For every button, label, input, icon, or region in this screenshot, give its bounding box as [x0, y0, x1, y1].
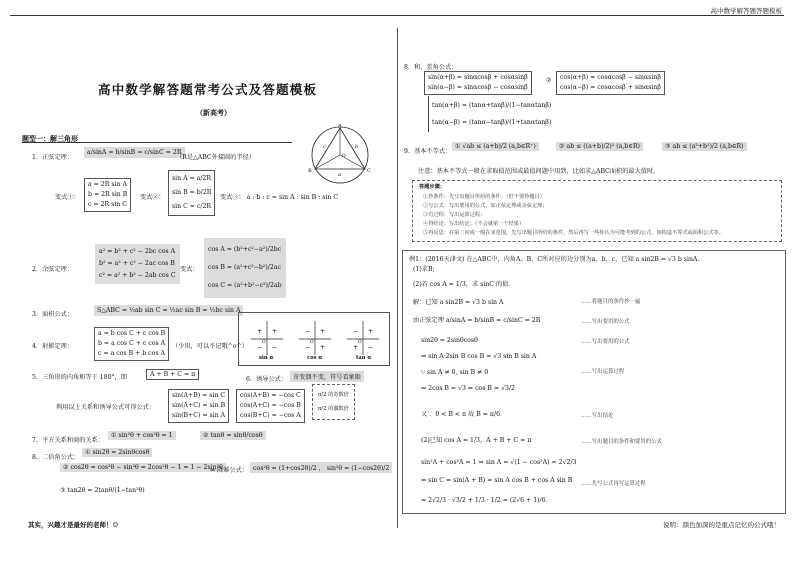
sum-diff-cos-label: ②	[546, 77, 552, 84]
solution-line-7: 又∵ 0 < B < π 故 B = π/6．	[421, 411, 507, 418]
comment-1: ……将题目的条件抄一遍	[581, 299, 641, 305]
header-rule	[10, 15, 784, 16]
svg-text:+: +	[257, 328, 263, 335]
solution-line-8: (2)已知 cos A = 1/3，A + B + C = π	[421, 437, 532, 444]
page-title: 高中数学解答题常考公式及答题模板	[98, 82, 318, 97]
solution-line-6: ⇒ 2cos B = √3 ⇒ cos B = √3/2	[421, 385, 515, 392]
solution-line-5: ∵ sin A ≠ 0, sin B ≠ 0	[421, 369, 489, 376]
example-q2: (2)若 cos A = 1/3，求 sinC 的值．	[413, 281, 515, 288]
svg-text:−: −	[257, 344, 263, 351]
svg-text:C: C	[367, 168, 371, 174]
inequality-2: ② ab ≤ ((a+b)/2)² (a,b∈R)	[556, 142, 643, 151]
steps-title: 答题步骤：	[419, 184, 445, 190]
svg-text:−: −	[368, 344, 374, 351]
quadrant-cos-label: cos α	[307, 355, 323, 361]
inequality-3: ③ ab ≤ (a²+b²)/2 (a,b∈R)	[662, 142, 747, 151]
svg-text:−: −	[305, 344, 311, 351]
svg-text:O: O	[262, 340, 266, 345]
sine-law-label: 1．正弦定理：	[32, 154, 74, 161]
solution-line-2: 由正弦定理 a/sinA = b/sinB = c/sinC = 2R	[413, 317, 541, 324]
cosine-variant: cos A = (b²+c²−a²)/2bc cos B = (a²+c²−b²)/2ac cos C = (a²+b²−c²)/2ab	[204, 238, 286, 298]
svg-text:+: +	[320, 328, 326, 335]
power-reduction-label: ⇒ 降幂公式：	[210, 467, 249, 474]
double-angle-tan: ③ tan2θ = 2tanθ/(1−tan²θ)	[60, 487, 145, 494]
section-rule	[22, 142, 292, 143]
quotient-identity: ② tanθ = sinθ/cosθ	[200, 431, 266, 440]
angle-sum-box: A + B + C = π	[146, 369, 199, 380]
pythagorean-identity: ① sin²θ + cos²θ = 1	[108, 431, 176, 440]
comment-3: ……写出要用的公式	[581, 339, 630, 345]
comment-6: ……写出题目的条件和要用的公式	[581, 439, 662, 445]
svg-text:+: +	[272, 328, 278, 335]
example-box	[402, 250, 786, 514]
comment-5: ……写出结论	[581, 413, 614, 419]
footer-left: 其实，兴趣才是最好的老师！☺	[28, 521, 119, 529]
cosine-law-label: 2．余弦定理：	[32, 266, 74, 273]
sine-variant-2-label: 变式②：	[140, 194, 165, 201]
svg-text:A: A	[338, 124, 342, 129]
area-formula: S△ABC = ½ab sin C = ½ac sin B = ½bc sin A	[94, 305, 243, 316]
sine-variant-2: sin A = a/2R sin B = b/2R sin C = c/2R	[168, 170, 215, 216]
angle-sum-text: 5．三角形的内角和等于 180°，即	[32, 374, 128, 381]
quadrant-sin-label: sin α	[259, 355, 274, 361]
quadrant-tan-label: tan α	[356, 355, 372, 361]
comment-2: ……写出要用的公式	[581, 319, 630, 325]
circumcircle-diagram	[305, 124, 375, 186]
svg-text:+: +	[368, 328, 374, 335]
induction-sin-formulas: sin(A+B) = sin C sin(A+C) = sin B sin(B+C) = sin A	[168, 389, 229, 423]
induction-use-text: 利用以上关系和诱导公式可得公式：	[56, 404, 155, 411]
projection-note: （少用，可以不记哦^o^）	[172, 343, 248, 350]
induction-label: 6．诱导公式：	[246, 376, 288, 383]
svg-text:B: B	[308, 168, 312, 174]
induction-cos-formulas: cos(A+B) = −cos C cos(A+C) = −cos B cos(B+C) = −cos A	[236, 389, 305, 423]
sum-diff-sin: sin(α+β) = sinαcosβ + cosαsinβ sin(α−β) = sinαcosβ − cosαsinβ	[424, 71, 532, 95]
inequality-note: 注意：基本不等式一般在求取值范围或最值问题中用到，比如求△ABC面积的最大值时。	[418, 168, 660, 175]
identity-label: 7．平方关系和商的关系：	[32, 437, 104, 444]
svg-text:−: −	[305, 328, 311, 335]
sine-law-formula: a/sinA = b/sinB = c/sinC = 2R	[84, 147, 185, 158]
svg-text:c: c	[323, 144, 326, 150]
solution-line-11: = 2√2/3 · √3/2 + 1/3 · 1/2 = (2√6 + 1)/6．	[421, 497, 552, 504]
sum-diff-cos: cos(α+β) = cosαcosβ − sinαsinβ cos(α−β) = cosαcosβ + sinαsinβ	[556, 71, 665, 95]
solution-line-3: sin2θ = 2sinθcosθ	[421, 337, 478, 344]
svg-text:+: +	[320, 344, 326, 351]
area-label: 3．面积公式：	[32, 311, 74, 318]
inequality-label: 9．基本不等式：	[404, 148, 452, 155]
solution-line-9: sin²A + cos²A = 1 ⇒ sin A = √(1 − cos²A) = 2√2/3	[421, 459, 577, 466]
solution-line-10: ⇒ sin C = sin(A + B) = sin A cos B + cos A sin B	[421, 477, 573, 484]
cosine-variant-label: 变式：	[180, 266, 199, 273]
solution-line-1: 解：已知 a sin2B = √3 b sin A	[413, 299, 504, 306]
footer-right: 说明：颜色加深的是重点记忆的公式哦！	[663, 521, 780, 529]
sine-variant-1: a = 2R sin A b = 2R sin B c = 2R sin C	[84, 178, 131, 212]
step-2: ②写公式：写出要用的公式，如正弦定理或余弦定理；	[423, 203, 548, 209]
induction-rule: 奇变偶不变，符号看象限	[290, 371, 364, 382]
svg-text:a: a	[338, 172, 341, 178]
sum-diff-label: 8．和、差角公式：	[404, 64, 458, 71]
solution-line-4: ⇒ sin A·2sin B cos B = √3 sin B sin A	[421, 353, 537, 360]
svg-text:O: O	[310, 340, 314, 345]
svg-text:+: +	[353, 344, 359, 351]
header-title: 高中数学解答题答题模板	[710, 7, 782, 15]
quadrant-sign-diagram	[238, 312, 390, 366]
projection-formula: a = b cos C + c cos B b = a cos C + c cos A c = a cos B + b cos A	[94, 327, 169, 361]
step-1: ①抄条件：先写出题目所给的条件；（但不要抄题目）	[423, 194, 545, 200]
sine-variant-3: 变式③： a : b : c = sin A : sin B : sin C	[220, 194, 339, 201]
svg-text:b: b	[355, 144, 359, 150]
example-q1: (1)求B;	[413, 266, 435, 273]
sine-variant-1-label: 变式①：	[55, 194, 80, 201]
step-3: ③有过程：写出运算过程；	[423, 212, 486, 218]
double-angle-sin: ① sin2θ = 2sinθcosθ	[82, 448, 152, 457]
answer-steps-box	[412, 180, 782, 242]
page-subtitle: （新高考）	[196, 108, 231, 117]
step-5: ⑤再反思：在第二问或一般在求范围，先写出题目所给的条件，然后再写一些你认为可能考到的公式，如构造不等式或面积公式等。	[423, 230, 724, 236]
cosine-law-formula: a² = b² + c² − 2bc cos A b² = a² + c² − 2ac cos B c² = a² + b² − 2ab cos C	[95, 244, 180, 284]
svg-text:O: O	[342, 154, 346, 159]
step-4: ④得结论：写出结论；（不会就第一个结果）	[423, 221, 525, 227]
comment-7: ……先写公式再写运算过程	[581, 481, 646, 487]
sine-law-note: （R是△ABC外接圆的半径）	[176, 154, 255, 161]
parity-note-box: π/2 的奇数倍 π/2 的偶数倍	[312, 384, 355, 420]
section-heading: 题型一：解三角形	[22, 134, 78, 143]
comment-4: ……写出运算过程	[581, 369, 625, 375]
double-angle-cos: ② cos2θ = cos²θ − sin²θ = 2cos²θ − 1 = 1 − 2sin²θ	[60, 463, 226, 472]
column-divider	[397, 28, 398, 528]
inequality-1: ① √ab ≤ (a+b)/2 (a,b∈R⁺)	[452, 142, 539, 151]
sum-diff-tan: tan(α+β) = (tanα+tanβ)/(1−tanαtanβ) tan(α−β) = (tanα−tanβ)/(1+tanαtanβ)	[428, 96, 554, 132]
svg-text:−: −	[272, 344, 278, 351]
svg-text:O: O	[358, 340, 362, 345]
example-header: 例1：(2016天津文) 在△ABC中，内角A、B、C所对应的边分别为a、b、c，已知 a sin2B = √3 b sinA．	[409, 256, 704, 263]
projection-label: 4．射影定理：	[32, 343, 74, 350]
power-reduction-formula: cos²θ = (1+cos2θ)/2 ， sin²θ = (1−cos2θ)/2	[250, 462, 392, 473]
double-angle-label: 8．二倍角公式：	[32, 454, 80, 461]
svg-text:−: −	[353, 328, 359, 335]
